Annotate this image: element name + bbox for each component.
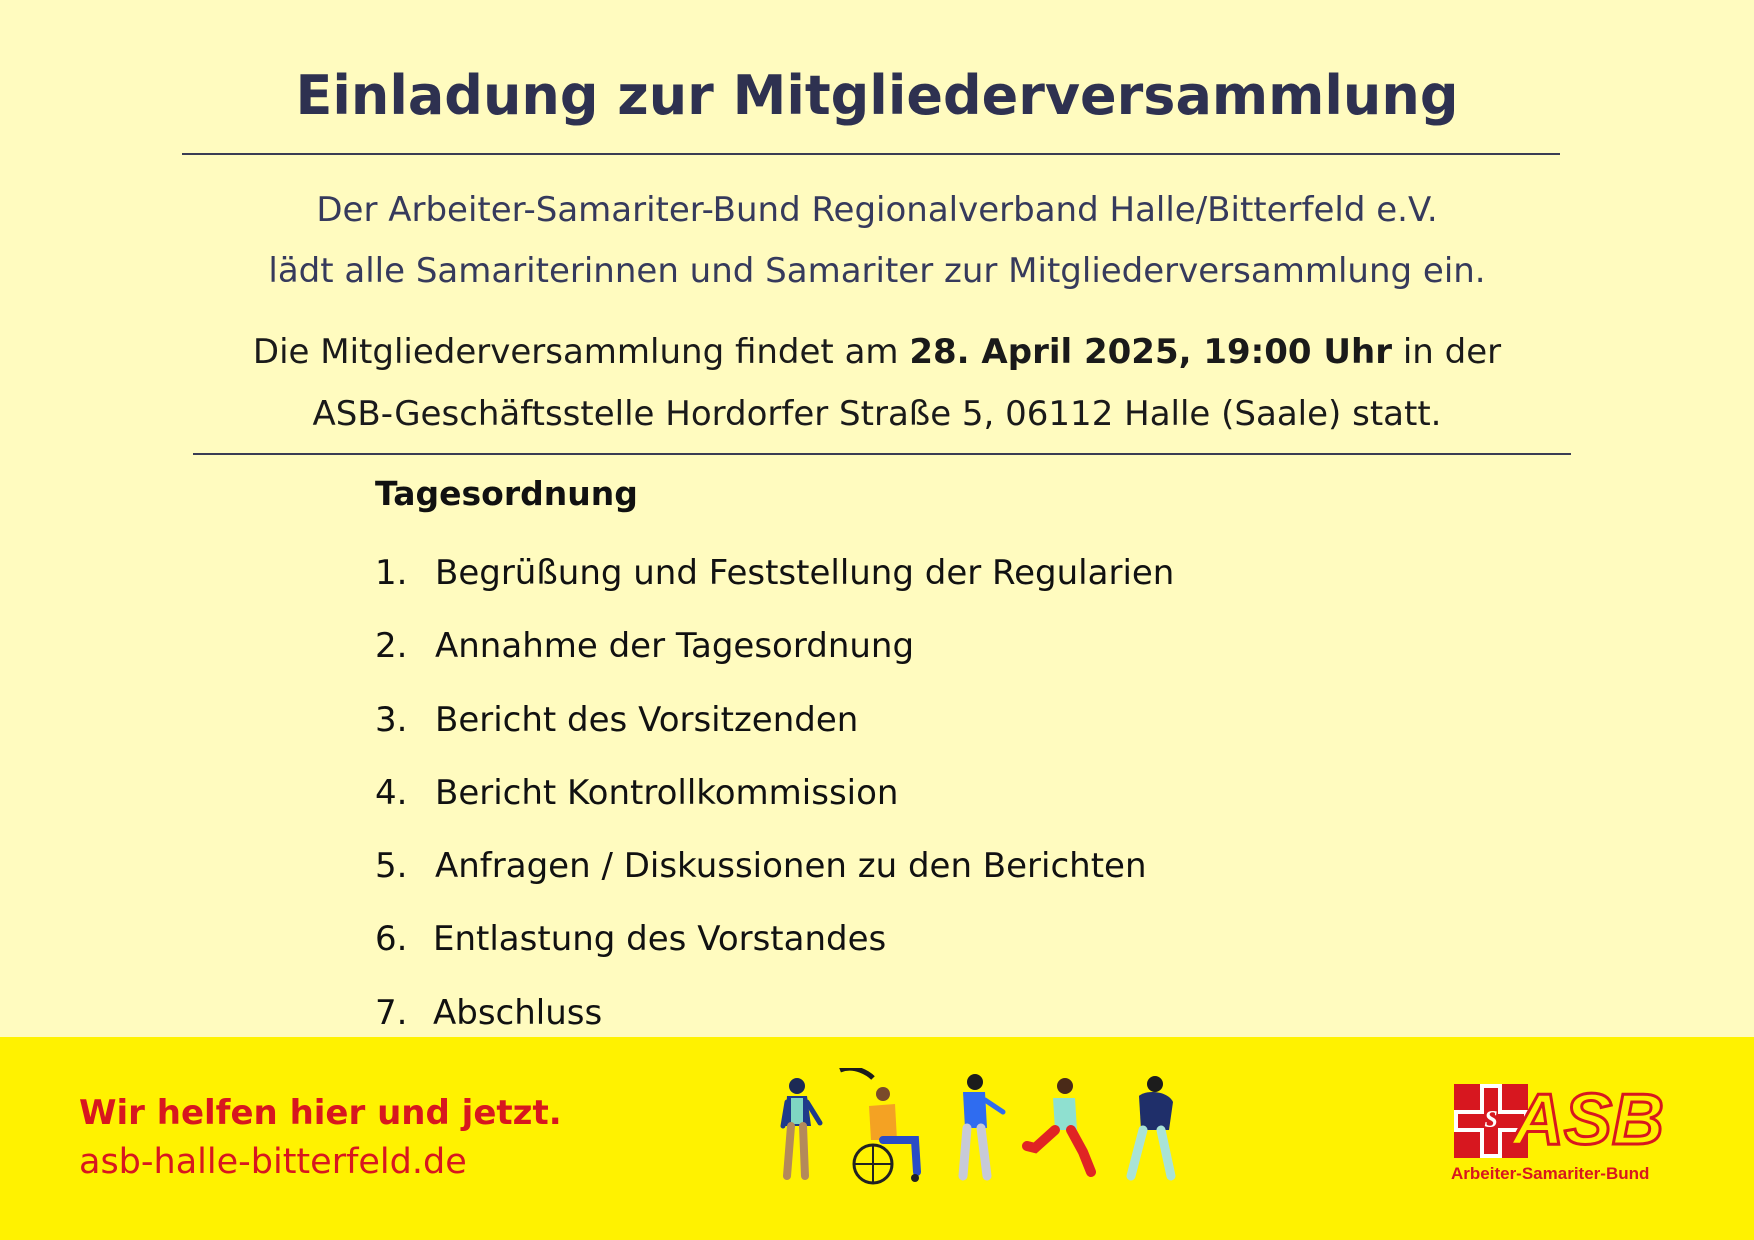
website-link[interactable]: asb-halle-bitterfeld.de [79,1142,467,1182]
slogan: Wir helfen hier und jetzt. [79,1093,562,1133]
agenda-item [375,903,1174,976]
details-line-1 [0,321,1754,383]
agenda-item-label: Anfragen / Diskussionen zu den Berichten [435,846,1147,887]
agenda-item [375,684,1174,757]
agenda-item [375,830,1174,903]
agenda-item-number: 7. [375,992,408,1033]
agenda-item [375,610,1174,683]
meeting-datetime: 28. April 2025, 19:00 Uhr [909,332,1393,372]
walking-person-icon [783,1078,820,1176]
agenda-item-label: Bericht Kontrollkommission [435,772,899,813]
agenda-title: Tagesordnung [375,474,638,513]
agenda-item-label: Entlastung des Vorstandes [433,919,887,960]
walking-person-icon [840,1068,1003,1176]
walking-person-icon [1131,1076,1173,1176]
agenda-item [375,537,1174,610]
meeting-details [0,321,1754,445]
divider [182,153,1560,155]
wheelchair-user-icon [854,1087,919,1183]
agenda-item [375,757,1174,830]
logo-subtitle: Arbeiter-Samariter-Bund [1451,1164,1650,1183]
details-prefix: Die Mitgliederversammlung findet am [252,332,910,372]
agenda-item-label: Abschluss [433,992,603,1033]
agenda-item-label: Begrüßung und Feststellung der Regularien [435,553,1175,593]
agenda-item-number: 5. [375,846,408,887]
intro-text [0,180,1754,302]
logo-text: ASB [1511,1080,1665,1160]
agenda-item-number: 3. [375,699,408,740]
asb-logo [1450,1080,1696,1160]
people-illustration [765,1068,1205,1186]
svg-text:S: S [1484,1107,1498,1133]
divider [193,453,1571,455]
agenda-item-number: 4. [375,772,408,813]
intro-line-2: lädt alle Samariterinnen und Samariter zur Mitgliederversammlung ein. [268,251,1486,291]
details-suffix: in der [1392,332,1502,372]
intro-line-1: Der Arbeiter-Samariter-Bund Regionalverband Halle/Bitterfeld e.V. [316,190,1438,230]
page-title: Einladung zur Mitgliederversammlung [295,64,1459,127]
agenda-item-number: 2. [375,626,408,667]
agenda [375,466,1174,1050]
agenda-item-number: 1. [375,553,408,593]
agenda-item-label: Annahme der Tagesordnung [435,626,915,667]
agenda-item-number: 6. [375,919,408,960]
meeting-location: ASB-Geschäftsstelle Hordorfer Straße 5, 06112 Halle (Saale) statt. [312,394,1442,434]
running-person-icon [1027,1078,1091,1172]
agenda-item-label: Bericht des Vorsitzenden [435,699,859,740]
